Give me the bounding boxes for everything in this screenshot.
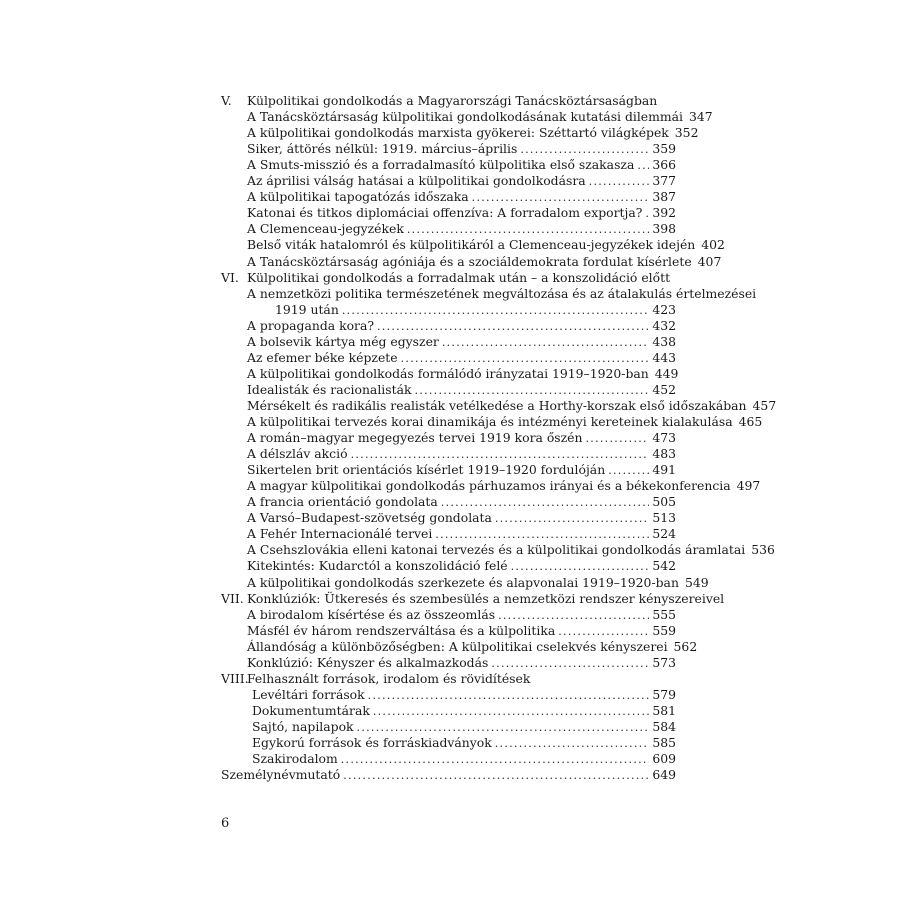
- toc-entry: [247, 638, 698, 655]
- toc-entry-title: A délszláv akció: [247, 446, 348, 462]
- dot-leader: [435, 527, 649, 543]
- toc-entry: [247, 430, 676, 446]
- toc-entry-page: 581: [652, 702, 676, 718]
- toc-entry-page: 473: [652, 430, 676, 446]
- dot-leader: [341, 752, 650, 768]
- toc-entry: [247, 365, 679, 382]
- chapter-title: Külpolitikai gondolkodás a forradalmak után – a konszolidáció előtt: [247, 269, 671, 285]
- chapter-title: Felhasznált források, irodalom és rövidítések: [247, 670, 531, 686]
- toc-entry: [252, 719, 676, 735]
- toc-entry: [247, 318, 676, 334]
- toc-entry: [247, 558, 676, 574]
- dot-leader: [608, 463, 649, 479]
- toc-entry: [247, 607, 676, 623]
- toc-entry-page: 649: [652, 767, 676, 783]
- toc-entry: [247, 510, 676, 526]
- toc-entry-page: 443: [652, 349, 676, 365]
- toc-entry: [252, 735, 676, 751]
- toc-entry: [247, 157, 676, 173]
- toc-entry-title: A Varsó–Budapest-szövetség gondolata: [247, 510, 492, 526]
- toc-entry-page: 549: [684, 574, 709, 590]
- toc-entry-page: 573: [652, 654, 676, 670]
- dot-leader: [511, 559, 650, 575]
- dot-leader: [491, 656, 649, 672]
- toc-entry: [275, 302, 676, 318]
- dot-leader: [495, 511, 649, 527]
- toc-entry: [247, 205, 676, 221]
- toc-entry: [247, 221, 676, 237]
- dot-leader: [351, 447, 650, 463]
- toc-entry-title: A propaganda kora?: [247, 317, 374, 333]
- toc-entry-title: A birodalom kísértése és az összeomlás: [247, 606, 496, 622]
- toc-entry: [247, 189, 676, 205]
- toc-entry-title: Az efemer béke képzete: [247, 349, 398, 365]
- dot-leader: [401, 351, 650, 367]
- toc-entry-title: Katonai és titkos diplomáciai offenzíva: A forradalom exportja?: [247, 205, 643, 221]
- toc-entry-page: 377: [652, 173, 676, 189]
- toc-entry-page: 542: [652, 558, 676, 574]
- toc-entry: [252, 751, 676, 767]
- chapter-heading: [247, 270, 676, 286]
- dot-leader: [586, 431, 650, 447]
- toc-entry-title: A román–magyar megegyezés tervei 1919 kora őszén: [247, 430, 583, 446]
- chapter-numeral: VIII.: [221, 670, 249, 686]
- toc-entry-title: Állandóság a különbözőségben: A külpolitikai cselekvés kényszerei: [247, 638, 668, 654]
- toc-entry-title: Egykorú források és forráskiadványok: [252, 735, 492, 750]
- page-number: 6: [221, 816, 230, 831]
- toc-entry-page: 562: [673, 638, 698, 654]
- chapter-heading: [247, 93, 676, 109]
- toc-entry-page: 457: [752, 397, 777, 413]
- toc-entry-page: 609: [652, 751, 676, 767]
- toc-entry-page: 387: [652, 189, 676, 205]
- toc-entry: [221, 767, 676, 783]
- dot-leader: [343, 768, 649, 784]
- toc-entry: [247, 574, 709, 591]
- toc-entry: [247, 141, 676, 157]
- dot-leader: [472, 190, 650, 206]
- toc-entry-title: Konklúzió: Kényszer és alkalmazkodás: [247, 654, 489, 670]
- toc-entry-title: Másfél év három rendszerváltása és a külpolitika: [247, 622, 556, 638]
- toc-entry-title: A Csehszlovákia elleni katonai tervezés és a külpolitikai gondolkodás áramlatai: [247, 542, 746, 558]
- toc-entry: [247, 334, 676, 350]
- toc-entry-title: Az áprilisi válság hatásai a külpolitikai gondolkodásra: [247, 173, 586, 189]
- toc-entry-page: 438: [652, 333, 676, 349]
- toc-entry-page: 392: [652, 205, 676, 221]
- toc-entry: [247, 526, 676, 542]
- toc-entry: [247, 494, 676, 510]
- toc-entry-title: Siker, áttörés nélkül: 1919. március–április: [247, 141, 518, 157]
- chapter-title: Külpolitikai gondolkodás a Magyarországi Tanácsköztársaságban: [247, 93, 658, 108]
- chapter-title: Konklúziók: Ütkeresés és szembesülés a nemzetközi rendszer kényszereivel: [247, 590, 725, 606]
- dot-leader: [342, 303, 650, 319]
- dot-leader: [637, 158, 649, 174]
- toc-entry-title: A nemzetközi politika természetének megváltozása és az átalakulás értelmezései: [247, 285, 757, 301]
- toc-entry-title: A Tanácsköztársaság agóniája és a szociáldemokrata fordulat kísérlete: [247, 253, 692, 269]
- dot-leader: [645, 206, 649, 222]
- dot-leader: [441, 495, 650, 511]
- toc-entry: [247, 446, 676, 462]
- dot-leader: [368, 688, 650, 704]
- toc-entry-page: 497: [736, 478, 761, 494]
- toc-entry: [247, 397, 777, 414]
- dot-leader: [377, 319, 649, 335]
- toc-entry-title: A külpolitikai gondolkodás szerkezete és alapvonalai 1919–1920-ban: [247, 574, 679, 590]
- toc-entry-page: 423: [652, 301, 676, 317]
- toc-entry-page: 579: [652, 686, 676, 702]
- toc-entry-page: 432: [652, 317, 676, 333]
- chapter-heading: [247, 590, 725, 607]
- toc-entry-title: A Tanácsköztársaság külpolitikai gondolkodásának kutatási dilemmái: [247, 109, 683, 125]
- toc-entry: [247, 109, 713, 125]
- toc-entry-title: A francia orientáció gondolata: [247, 494, 438, 510]
- chapter-numeral: VII.: [221, 590, 244, 606]
- toc-entry-title: A külpolitikai gondolkodás marxista gyökerei: Széttartó világképek: [247, 125, 669, 141]
- toc-entry: [247, 655, 676, 671]
- toc-entry-page: 352: [674, 125, 699, 141]
- toc-entry-page: 555: [652, 606, 676, 622]
- toc-entry: [247, 414, 763, 430]
- toc-entry-title: Szakirodalom: [252, 751, 338, 767]
- toc-entry-title: Levéltári források: [252, 686, 365, 702]
- chapter-numeral: V.: [221, 93, 232, 108]
- toc-entry: [252, 703, 676, 719]
- dot-leader: [495, 736, 650, 752]
- toc-entry-title: A magyar külpolitikai gondolkodás párhuzamos irányai és a békekonferencia: [247, 478, 731, 494]
- dot-leader: [373, 704, 650, 720]
- dot-leader: [498, 608, 649, 624]
- toc-entry: [247, 237, 725, 253]
- toc-entry: [247, 253, 722, 270]
- dot-leader: [520, 142, 649, 158]
- toc-entry: [252, 687, 676, 703]
- toc-entry: [247, 382, 676, 398]
- toc-entry-title: A külpolitikai gondolkodás formálódó irányzatai 1919–1920-ban: [247, 365, 649, 381]
- toc-entry-title: Dokumentumtárak: [252, 702, 370, 718]
- chapter-heading: [247, 671, 676, 687]
- toc-entry-title: A Fehér Internacionálé tervei: [247, 526, 433, 542]
- toc-entry-page: 449: [654, 365, 679, 381]
- toc-entry: [247, 350, 676, 366]
- toc-entry: [247, 542, 775, 558]
- toc-entry-page: 513: [652, 510, 676, 526]
- toc-entry-page: 483: [652, 446, 676, 462]
- toc-entry-page: 465: [738, 414, 763, 429]
- chapter-numeral: VI.: [221, 269, 239, 285]
- toc-entry-page: 402: [701, 237, 725, 253]
- toc-entry-page: 359: [652, 141, 676, 157]
- toc-entry: [247, 125, 699, 141]
- dot-leader: [442, 335, 650, 351]
- toc-entry-page: 407: [697, 253, 722, 269]
- toc-entry: [247, 623, 676, 639]
- dot-leader: [407, 222, 649, 238]
- toc-entry-title: Belső viták hatalomról és külpolitikáról a Clemenceau-jegyzékek idején: [247, 237, 696, 253]
- toc-entry-title: Mérsékelt és radikális realisták vetélkedése a Horthy-korszak első időszakában: [247, 397, 747, 413]
- dot-leader: [558, 624, 649, 640]
- toc-entry-title: Sajtó, napilapok: [252, 718, 354, 734]
- toc-entry-page: 491: [652, 462, 676, 478]
- toc-entry-title: A Clemenceau-jegyzékek: [247, 221, 404, 237]
- toc-entry-title: 1919 után: [275, 301, 339, 317]
- toc-entry-page: 505: [652, 494, 676, 510]
- toc-entry: [247, 462, 676, 478]
- toc-entry-page: 398: [652, 221, 676, 237]
- toc-entry: [247, 173, 676, 189]
- toc-entry-page: 347: [689, 109, 713, 125]
- toc-entry-page: 536: [751, 542, 775, 558]
- dot-leader: [589, 174, 650, 190]
- toc-entry-title: Idealisták és racionalisták: [247, 381, 412, 397]
- toc-entry-page: 559: [652, 622, 676, 638]
- toc-entry-title: Kitekintés: Kudarctól a konszolidáció felé: [247, 558, 508, 574]
- dot-leader: [357, 720, 650, 736]
- toc-entry-title: Személynévmutató: [221, 767, 341, 783]
- toc-entry-title: A bolsevik kártya még egyszer: [247, 333, 439, 349]
- toc-entry-title: A külpolitikai tervezés korai dinamikája és intézményi kereteinek kialakulása: [247, 414, 733, 429]
- toc-entry-title: Sikertelen brit orientációs kísérlet 1919–1920 fordulóján: [247, 462, 606, 478]
- toc-entry-first-line: [247, 285, 757, 302]
- toc-entry-title: A Smuts-misszió és a forradalmasító külpolitika első szakasza: [247, 157, 635, 173]
- toc-entry-page: 585: [652, 735, 676, 750]
- toc-entry: [247, 478, 761, 494]
- toc-entry-page: 366: [652, 157, 676, 173]
- dot-leader: [414, 383, 649, 399]
- toc-entry-page: 524: [652, 526, 676, 542]
- toc-entry-page: 584: [652, 718, 676, 734]
- toc-entry-page: 452: [652, 381, 676, 397]
- toc-entry-title: A külpolitikai tapogatózás időszaka: [247, 189, 469, 205]
